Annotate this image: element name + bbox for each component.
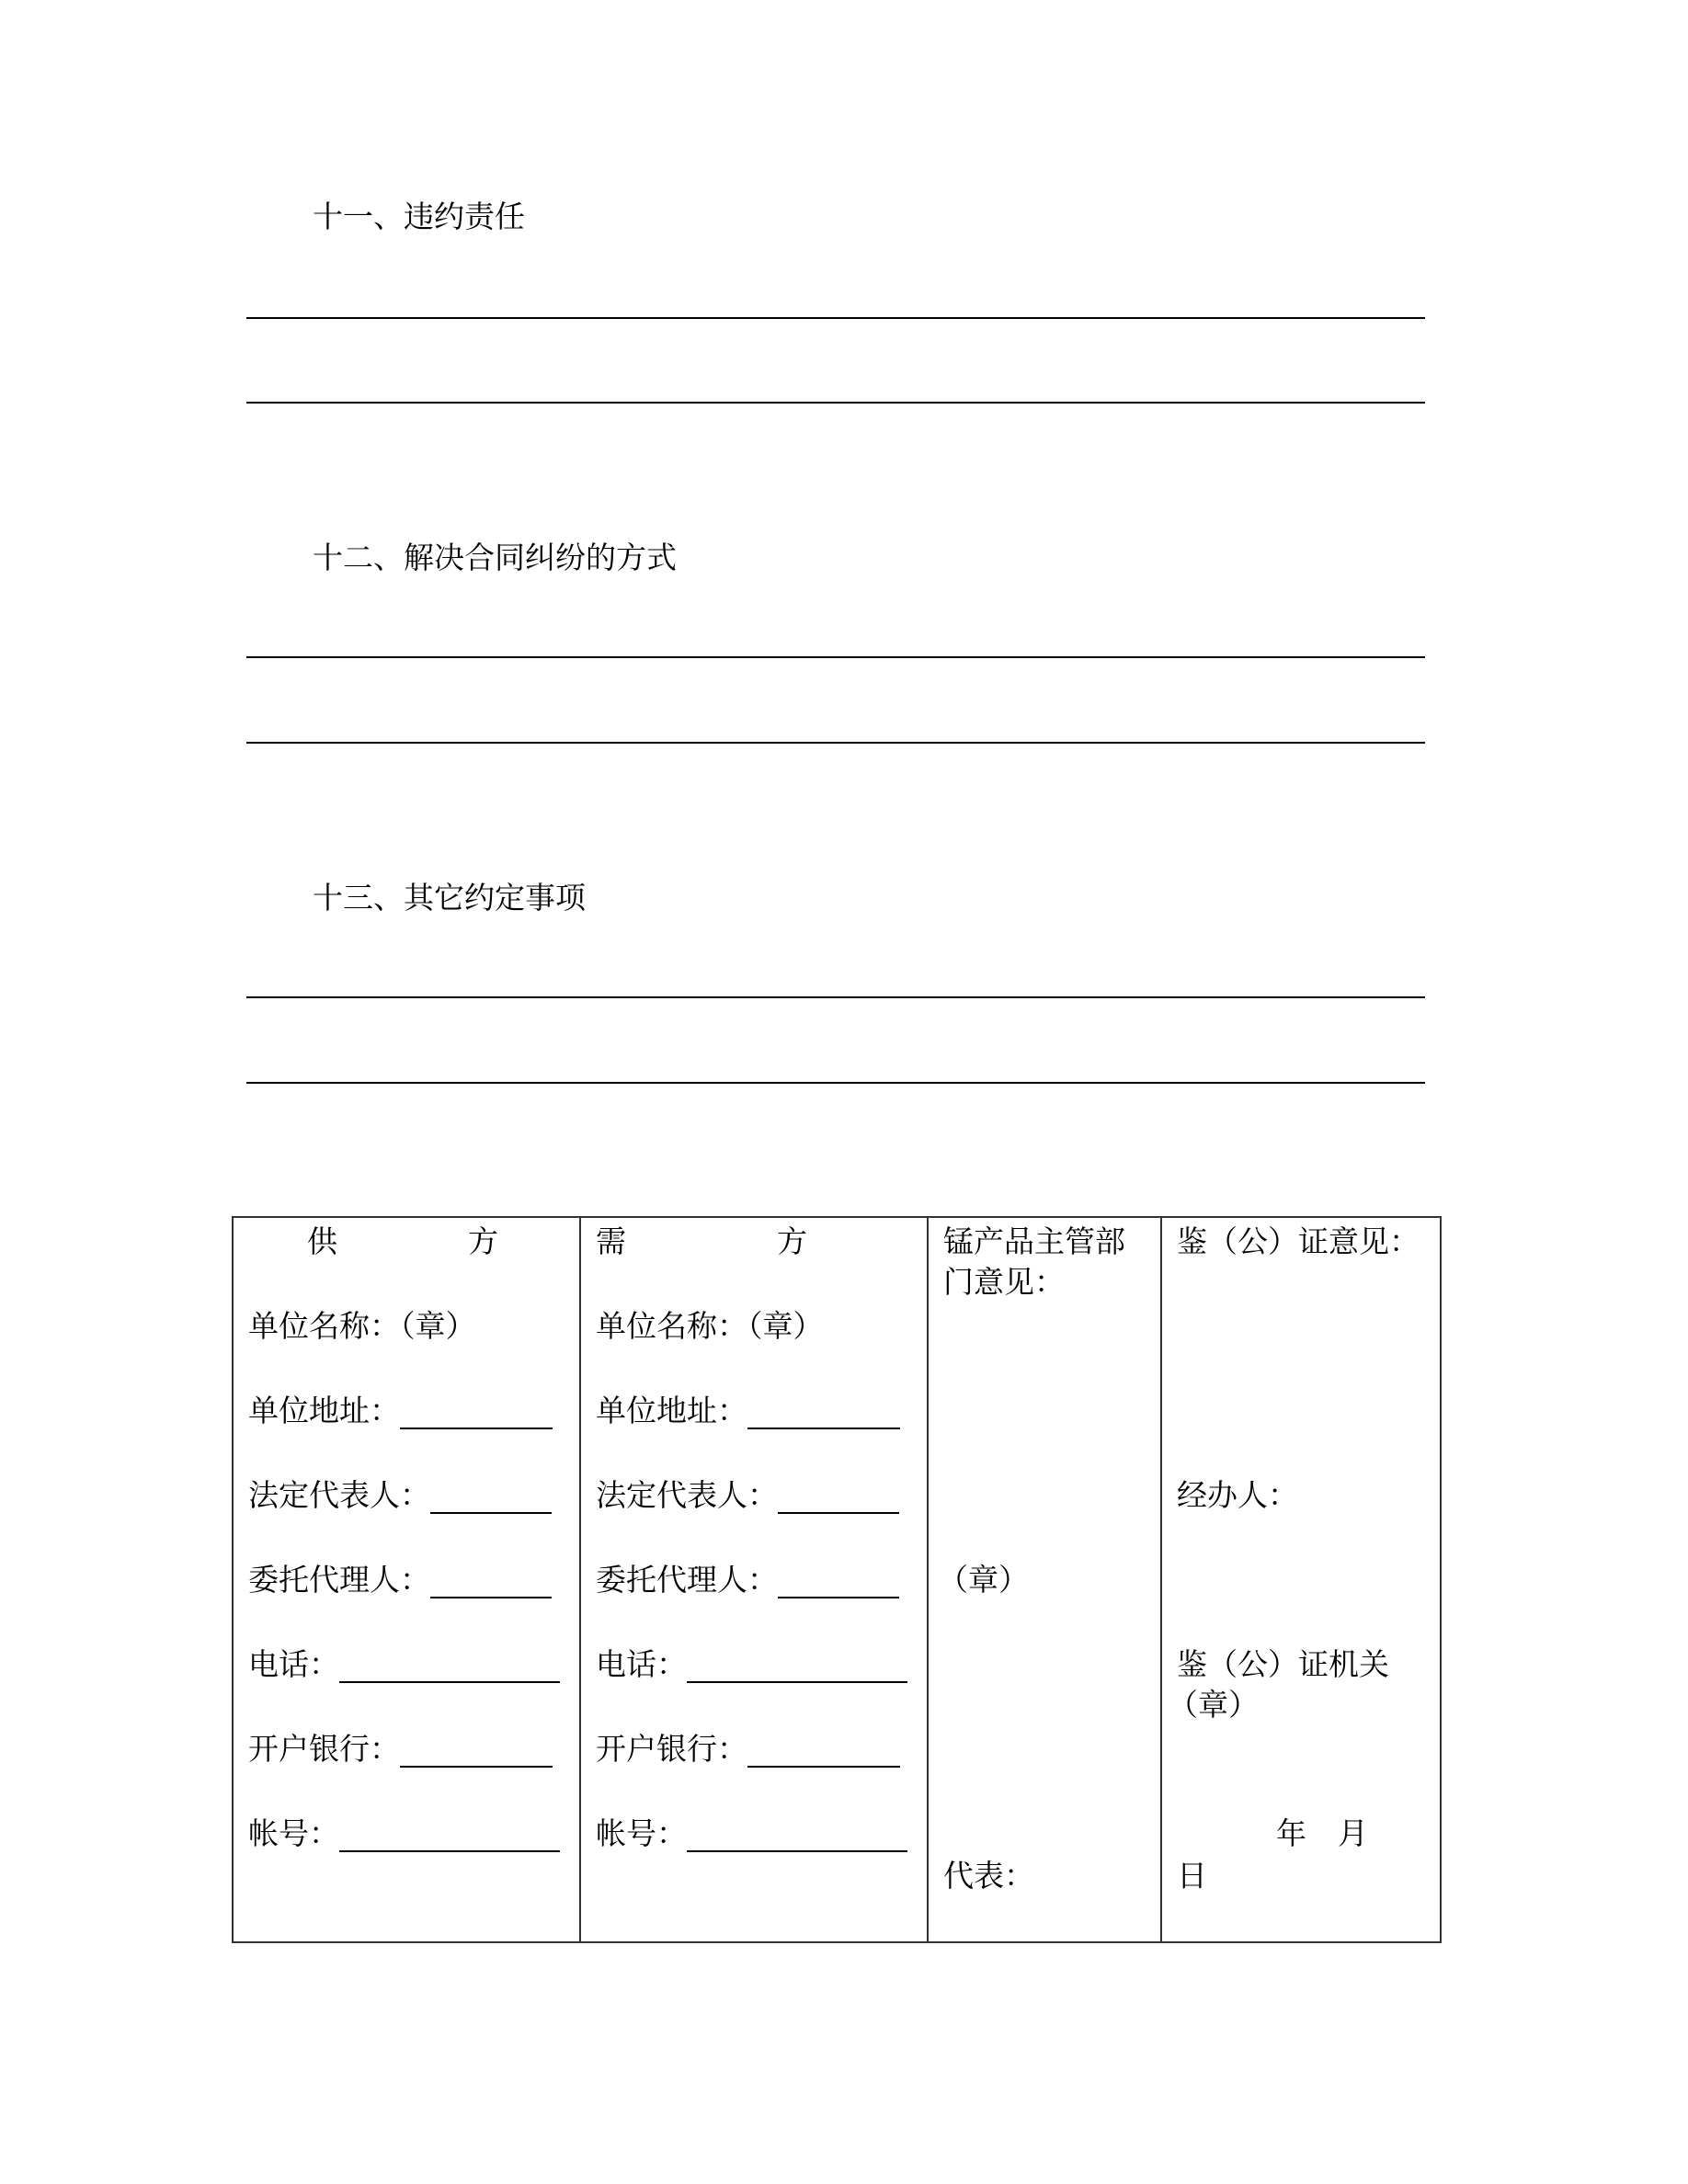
supplier-phone-label: 电话： bbox=[248, 1646, 339, 1682]
section-heading-dispute: 十二、解决合同纠纷的方式 bbox=[313, 540, 677, 575]
supplier-title-right: 方 bbox=[468, 1223, 498, 1259]
supplier-legal-rep-label: 法定代表人： bbox=[248, 1477, 430, 1513]
authority-seal: （章） bbox=[938, 1562, 1029, 1598]
fill-line bbox=[246, 1082, 1425, 1084]
supplier-title-left: 供 bbox=[307, 1223, 337, 1259]
notary-org-line1: 鉴（公）证机关 bbox=[1177, 1646, 1389, 1682]
supplier-address-blank[interactable] bbox=[400, 1398, 553, 1429]
buyer-cell bbox=[580, 1217, 928, 1942]
supplier-cell bbox=[233, 1217, 580, 1942]
supplier-agent-blank[interactable] bbox=[430, 1567, 552, 1598]
buyer-legal-rep-blank[interactable] bbox=[778, 1483, 899, 1514]
fill-line bbox=[246, 996, 1425, 998]
signature-table bbox=[232, 1216, 1442, 1943]
supplier-account-blank[interactable] bbox=[339, 1821, 560, 1852]
supplier-phone-blank[interactable] bbox=[339, 1652, 560, 1683]
buyer-account-blank[interactable] bbox=[687, 1821, 907, 1852]
buyer-agent-label: 委托代理人： bbox=[596, 1562, 778, 1598]
authority-title-line2: 门意见： bbox=[943, 1264, 1065, 1300]
buyer-title-left: 需 bbox=[596, 1223, 626, 1259]
fill-line bbox=[246, 317, 1425, 319]
buyer-phone-label: 电话： bbox=[596, 1646, 687, 1682]
supplier-legal-rep-blank[interactable] bbox=[430, 1483, 552, 1514]
notary-month: 月 bbox=[1338, 1815, 1368, 1851]
fill-line bbox=[246, 402, 1425, 404]
notary-year: 年 bbox=[1276, 1815, 1306, 1851]
buyer-bank-blank[interactable] bbox=[747, 1736, 900, 1768]
notary-handler: 经办人： bbox=[1177, 1477, 1298, 1513]
buyer-title-right: 方 bbox=[777, 1223, 807, 1259]
supplier-unit-name: 单位名称：（章） bbox=[248, 1308, 476, 1344]
buyer-address-blank[interactable] bbox=[747, 1398, 900, 1429]
section-heading-breach: 十一、违约责任 bbox=[313, 199, 525, 234]
buyer-legal-rep-label: 法定代表人： bbox=[596, 1477, 778, 1513]
buyer-unit-name: 单位名称：（章） bbox=[596, 1308, 824, 1344]
notary-title: 鉴（公）证意见： bbox=[1177, 1223, 1420, 1259]
buyer-agent-blank[interactable] bbox=[778, 1567, 899, 1598]
buyer-account-label: 帐号： bbox=[596, 1815, 687, 1851]
buyer-address-label: 单位地址： bbox=[596, 1393, 747, 1428]
supplier-bank-label: 开户银行： bbox=[248, 1731, 400, 1767]
buyer-bank-label: 开户银行： bbox=[596, 1731, 747, 1767]
notary-day: 日 bbox=[1177, 1858, 1207, 1894]
authority-representative: 代表： bbox=[943, 1858, 1034, 1894]
fill-line bbox=[246, 656, 1425, 658]
notary-cell bbox=[1161, 1217, 1441, 1942]
authority-cell bbox=[928, 1217, 1161, 1942]
section-heading-other: 十三、其它约定事项 bbox=[313, 880, 586, 916]
supplier-account-label: 帐号： bbox=[248, 1815, 339, 1851]
buyer-phone-blank[interactable] bbox=[687, 1652, 907, 1683]
supplier-agent-label: 委托代理人： bbox=[248, 1562, 430, 1598]
fill-line bbox=[246, 742, 1425, 744]
supplier-address-label: 单位地址： bbox=[248, 1393, 400, 1428]
supplier-bank-blank[interactable] bbox=[400, 1736, 553, 1768]
notary-org-seal: （章） bbox=[1168, 1687, 1259, 1723]
authority-title-line1: 锰产品主管部 bbox=[943, 1223, 1125, 1259]
